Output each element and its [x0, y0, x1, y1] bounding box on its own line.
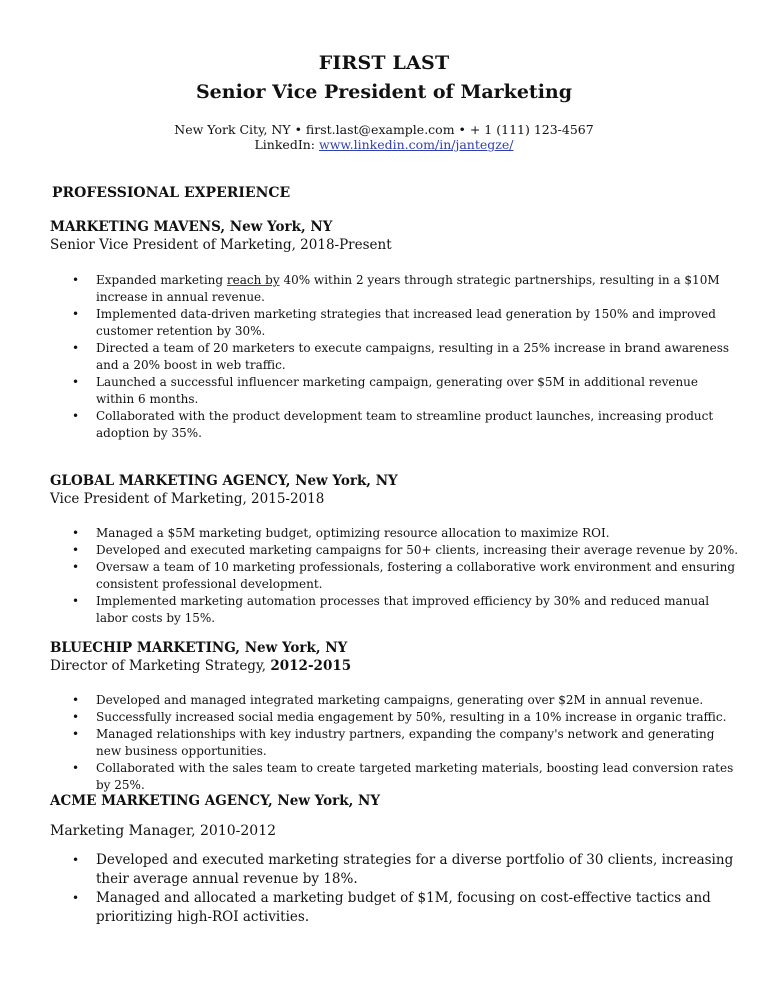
bullet-item: • Collaborated with the sales team to create targeted marketing materials, boosting lead conversion rates by 25%. — [72, 761, 734, 792]
job-role: Senior Vice President of Marketing, 2018-Present — [50, 237, 392, 253]
linkedin-link[interactable]: www.linkedin.com/in/jantegze/ — [319, 137, 514, 152]
contact-block — [0, 122, 768, 152]
bullet-item: • Developed and executed marketing strategies for a diverse portfolio of 30 clients, increasing their average annual revenue by 18%. — [72, 852, 734, 887]
candidate-title: Senior Vice President of Marketing — [195, 81, 573, 103]
job-entry-4 — [50, 793, 740, 927]
bullet-icon: • — [72, 727, 80, 741]
bullet-item: • Expanded marketing reach by 40% within 2 years through strategic partnerships, resulting in a $10M increase in annual revenue. — [72, 273, 720, 304]
bullet-icon: • — [72, 560, 80, 574]
linkedin-label: LinkedIn: — [254, 137, 319, 152]
job-bullets — [50, 525, 740, 627]
bullet-icon: • — [72, 341, 80, 355]
bullet-icon: • — [72, 543, 80, 557]
bullet-item: • Managed a $5M marketing budget, optimizing resource allocation to maximize ROI. — [72, 526, 610, 540]
bullet-icon: • — [72, 526, 80, 540]
bullet-item: • Developed and executed marketing campaigns for 50+ clients, increasing their average revenue by 20%. — [72, 543, 739, 557]
bullet-icon: • — [72, 710, 80, 724]
section-heading-experience: PROFESSIONAL EXPERIENCE — [52, 185, 291, 201]
bullet-icon: • — [72, 693, 80, 707]
contact-line: New York City, NY • first.last@example.com • + 1 (111) 123-4567 — [174, 122, 594, 137]
bullet-item: • Developed and managed integrated marketing campaigns, generating over $2M in annual revenue. — [72, 693, 704, 707]
bullet-icon: • — [72, 891, 80, 905]
job-bullets — [50, 272, 740, 442]
job-years: 2012-2015 — [270, 658, 352, 674]
bullet-item: • Collaborated with the product development team to streamline product launches, increasing product adoption by 35%. — [72, 409, 714, 440]
job-company: MARKETING MAVENS, New York, NY — [50, 219, 333, 235]
bullet-item: • Implemented data-driven marketing strategies that increased lead generation by 150% and improved customer retention by 30%. — [72, 307, 716, 338]
bullet-icon: • — [72, 307, 80, 321]
bullet-icon: • — [72, 273, 80, 287]
job-company: BLUECHIP MARKETING, New York, NY — [50, 640, 348, 656]
job-company: ACME MARKETING AGENCY, New York, NY — [50, 793, 380, 809]
reach-link[interactable]: reach by — [226, 273, 280, 287]
job-entry-3 — [50, 640, 740, 794]
bullet-icon: • — [72, 594, 80, 608]
bullet-item: • Managed and allocated a marketing budget of $1M, focusing on cost-effective tactics and prioritizing high-ROI activities. — [72, 890, 711, 925]
job-entry-1 — [50, 219, 740, 442]
job-role: Marketing Manager, 2010-2012 — [50, 823, 277, 839]
bullet-icon: • — [72, 375, 80, 389]
job-company: GLOBAL MARKETING AGENCY, New York, NY — [50, 473, 398, 489]
bullet-icon: • — [72, 761, 80, 775]
job-bullets — [50, 692, 740, 794]
bullet-item: • Oversaw a team of 10 marketing professionals, fostering a collaborative work environment and ensuring consistent professional development. — [72, 560, 736, 591]
job-bullets — [50, 851, 740, 927]
job-role: Director of Marketing Strategy, 2012-2015 — [50, 658, 352, 674]
bullet-icon: • — [72, 853, 80, 867]
bullet-item: • Implemented marketing automation processes that improved efficiency by 30% and reduced manual labor costs by 15%. — [72, 594, 710, 625]
bullet-item: • Launched a successful influencer marketing campaign, generating over $5M in additional revenue within 6 months. — [72, 375, 699, 406]
linkedin-line — [0, 137, 768, 152]
bullet-item: • Successfully increased social media engagement by 50%, resulting in a 10% increase in organic traffic. — [72, 710, 727, 724]
bullet-item: • Managed relationships with key industry partners, expanding the company's network and generating new business opportunities. — [72, 727, 715, 758]
bullet-icon: • — [72, 409, 80, 423]
job-role: Vice President of Marketing, 2015-2018 — [50, 491, 325, 507]
job-entry-2 — [50, 473, 740, 627]
bullet-item: • Directed a team of 20 marketers to execute campaigns, resulting in a 25% increase in brand awareness and a 20% boost in web traffic. — [72, 341, 730, 372]
candidate-name: FIRST LAST — [318, 52, 450, 74]
